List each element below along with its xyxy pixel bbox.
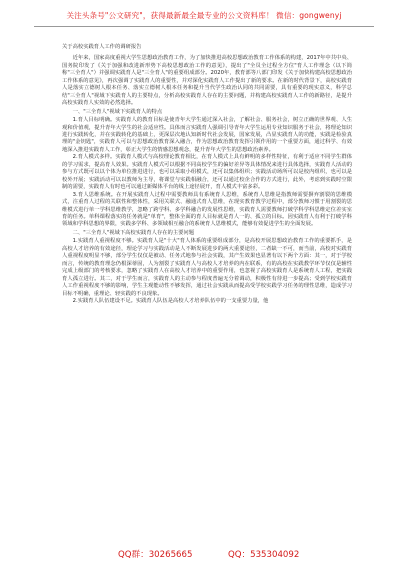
section2-paragraph-2: 2.实践育人队伍建设不足。实践育人队伍是高校人才培养队伍中的一支重要力量，他 — [72, 297, 269, 304]
section1-paragraph-2: 2.育人模式多样。实践育人模式与高校理论教育相比，在育人模式上具有鲜明的多样性特征，有利于适应不同学生群体的学习需求，提高育人效果。实践育人模式可以根据不同高校学生的偏好差异等具体情况来进行具体选择，实践育人活动的参与方式既可以以个体为单位推进进行，也可以采取小组模式，还可以集体组织；实践活动场所可以是校内组织，也可以是校外开展；实践活动可以以教师为主导，将课堂与实践相融合，还可以通过校企合作的方式进行，此外，考虑到实践时空限制的需要，实践育人有时也可以通过新媒体平台的线上途径展开，育人模式丰富多彩。 — [62, 154, 352, 191]
document-title: 关于高校实践育人工作的调研报告 — [62, 44, 142, 50]
page-footer — [0, 548, 408, 566]
header-notice: 关注头条号"公文研究"，获得最新最全最专业的公文资料库！ 微信：gongwenyj — [66, 11, 342, 20]
section-heading-2: 二、"三全育人"视域下高校实践育人存在的主要问题 — [72, 229, 194, 236]
section-heading-1: 一、"三全育人"视域下实践育人的特点 — [72, 108, 163, 115]
footer-qq-group: QQ群：30265665 — [118, 550, 193, 560]
document-body — [62, 44, 352, 305]
section2-paragraph-1: 1.实践育人重视程度不够。实践育人是"十大"育人体系的重要组成部分，是高校开展思想政治教育工作的重要抓手，是高校人才培养的有效途径，理论学习与实践活动是人不断发展进步的两大重要途径，二者缺一不可，而当前，高校对实践育人重视程度明显不够，部分学生仅仅是被动、任务式地参与社会实践，其产生效果也显著有以下两个方面：其一，对于学校而言，传统的教育理念仍根深蒂固，人为割裂了实践育人与高校人才培养的内在联系，有的高校在实践教学环节仅仅是辅性完成上级部门的考核要求，忽略了实践育人在高校人才培养中的重要作用，也忽视了高校实践育人是系统育人工程，把实践育人孤立进行。其二，对于学生而言，实践育人的主动参与程度普遍无分着调动，积极性有待进一步提高；受到学校实践育人工作重视程度不够的影响，学生主观能动性不够发挥，通过社会实践从而提高受学校实践学习任务的理性思维，造成学习目标不明确，重理论、轻实践的不良现象。 — [62, 238, 352, 297]
footer-qq-contact: QQ：535304092 — [228, 550, 300, 560]
section1-paragraph-3: 3.育人思维系统。在开展实践育人过程中需要教师具有系统育人思维，系统育人思维是指教师需要摒弃割裂的思维模式，注重育人过程的关联性和整体性，采用关联式、融通式育人思维，在现实教育教学过程中，部分教师习惯于用割裂的思维模式进行单一学科思维教学，忽略了跨学科、多学科融合的发展性思维，实践育人需要教师打破学科学科思维定位差实室育的任务。单科课程落实的任务就是"单育"，整体全面的育人目标就是育人一的、孤立的目标。因实践育人有利于打破学科领域和学科思想的界限，实践多学科、多领域相互融合的系统育人思维模式，能够有效促进学生的全面发展。 — [62, 191, 352, 228]
intro-paragraph: 近年来，国家高度重视大学生思想政治教育工作，为了加快推进高校思想政治教育工作体系的构建，2017年中共中央、国务院印发了《关于加强和改进新形势下高校思想政治工作的意见》，提出了"全员全过程全方位"育人工作理念（以下简称"三全育人"）并强调实践育人是"三全育人"的重要组成部分。2020年，教育部等八部门印发《关于加快构建高校思想政治工作体系的意见》，再次强调了实践育人的重要性，并对深化实践育人工作提出了新的要求。在新的时代背景下，高校实践育人是落实立德树人根本任务、落实立德树人根本任务和提升当代学生政治认同的共同需要，具有重要的现实意义，科学总结"三全育人"视域下实践育人的主要特点，分析高校实践育人存在的主要问题，并构建高校实践育人工作的新路径，是提升高校实践育人实效的必然选择。 — [62, 55, 352, 107]
page-header — [0, 0, 408, 34]
header-divider — [34, 26, 374, 27]
section1-paragraph-1: 1.育人目标明确。实践育人的教育目标是使青年大学生通过深入社会，了解社会、服务社会，树立正确的世界观、人生观和价值观，提升青年大学生的社会适应性。具体而言实践育人强调引导青年大学生运用专业知识服务于社会，将理论知识进行实践转化，并在实践转化的基础上，更深层次地认知新时代社会发展，国家发展，凸显实践育人的功能，实践是检验真理的"金钥匙"，实践育人可以与思想政治教育深入融合，作为思想政治教育发挥引领作用的一个重要方面，通过科学、有效地深入推进实践育人工作，彰正大学生的情感思想观念，提升青年大学生的思想政治素养。 — [62, 117, 352, 153]
